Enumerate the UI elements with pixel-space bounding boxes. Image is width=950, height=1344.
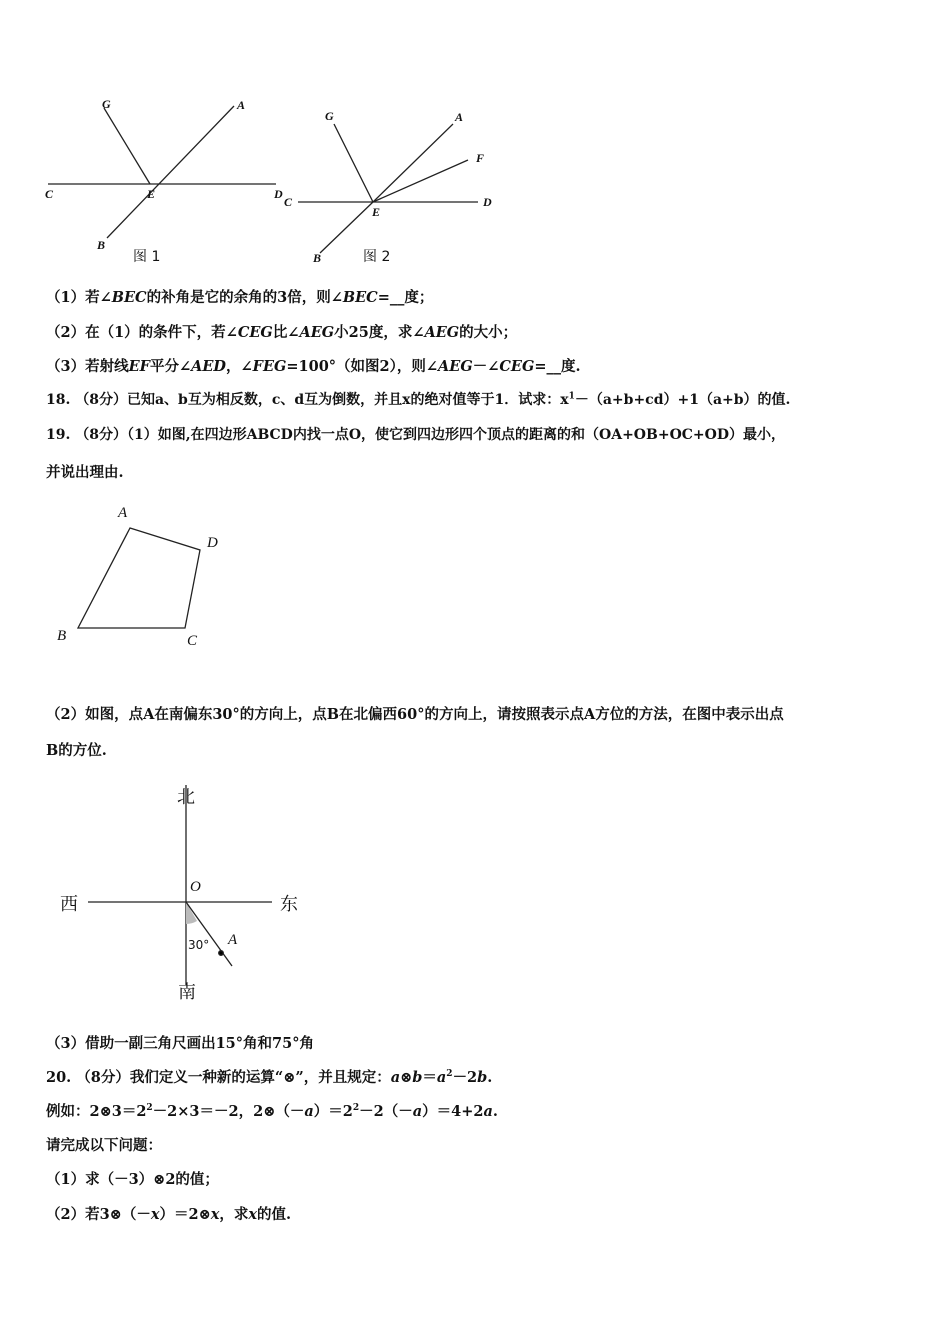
text: －2×3＝－2，2⊗（－: [152, 1103, 305, 1120]
text: CEG: [499, 358, 535, 375]
text: －∠: [472, 358, 500, 375]
fig2-label-e: E: [372, 205, 381, 219]
compass-north: 北: [177, 787, 195, 808]
question-19-part3: （3）借助一副三角尺画出15°角和75°角: [46, 1035, 314, 1052]
text: a: [304, 1103, 314, 1120]
fig2-label-d: D: [483, 195, 492, 209]
text: .: [487, 1069, 493, 1086]
text: 1: [568, 391, 575, 402]
text: x: [150, 1206, 160, 1223]
text: （2）若3⊗（－: [46, 1206, 151, 1223]
angle-label: 30°: [188, 938, 210, 952]
text: 平分∠: [149, 358, 192, 375]
question-19-line2: 并说出理由.: [46, 464, 124, 481]
fig2-label-g: G: [325, 109, 334, 123]
text: AEG: [438, 358, 473, 375]
text: ＝: [422, 1069, 437, 1086]
q17-part3: [46, 355, 581, 376]
text: =__度；: [377, 289, 434, 306]
text: 的值.: [257, 1206, 292, 1223]
text: （3）若射线: [46, 358, 129, 375]
fig2-label-b: B: [313, 251, 322, 265]
text: FEG: [252, 358, 287, 375]
figure-2: [298, 124, 478, 253]
fig1-label-e: E: [147, 187, 156, 201]
text: CEG: [237, 324, 273, 341]
text: 的补角是它的余角的3倍，则∠: [146, 289, 343, 306]
q17-part1: [46, 286, 433, 307]
compass-east: 东: [280, 894, 298, 915]
text: =100°（如图2），则∠: [286, 358, 439, 375]
text: =__度.: [534, 358, 581, 375]
text: 18. （8分）已知a、b互为相反数，c、d互为倒数，并且x的绝对值等于1．试求：x: [46, 392, 569, 408]
text: ）＝4+2: [422, 1103, 484, 1120]
text: 小25度，求∠: [334, 324, 425, 341]
text: BEC: [111, 289, 147, 306]
text: AED: [191, 358, 226, 375]
text: ，求: [219, 1206, 249, 1223]
text: .: [492, 1103, 498, 1120]
text: －（a+b+cd）+1（a+b）的值.: [574, 392, 791, 408]
text: 比∠: [272, 324, 300, 341]
fig1-label-g: G: [102, 97, 111, 111]
text: 2: [446, 1069, 453, 1080]
fig2-caption: 图 2: [363, 249, 391, 265]
question-20-part1: （1）求（－3）⊗2的值；: [46, 1171, 219, 1188]
compass-figure: [88, 785, 272, 985]
question-20-example: [46, 1100, 498, 1121]
fig1-label-b: B: [97, 238, 106, 252]
text: AEG: [299, 324, 335, 341]
text: ）＝2⊗: [159, 1206, 211, 1223]
quad-label-a: A: [118, 505, 128, 521]
text: （2）在（1）的条件下，若∠: [46, 324, 238, 341]
fig1-label-a: A: [237, 98, 246, 112]
compass-point-a: A: [228, 932, 238, 948]
text: a: [483, 1103, 493, 1120]
compass-origin: O: [190, 879, 201, 895]
text: a⊗b: [390, 1069, 423, 1086]
quadrilateral-abcd: [78, 528, 200, 628]
text: a: [412, 1103, 423, 1120]
text: x: [210, 1206, 220, 1223]
fig1-label-c: C: [45, 187, 54, 201]
question-20-prompt: 请完成以下问题：: [46, 1137, 162, 1154]
question-19-line1: 19. （8分）（1）如图,在四边形ABCD内找一点O，使它到四边形四个顶点的距离的和（OA+OB+OC+OD）最小，: [46, 427, 785, 443]
text: ，∠: [226, 358, 253, 375]
text: a: [436, 1069, 447, 1086]
question-20-line1: [46, 1066, 492, 1087]
text: －2: [452, 1069, 478, 1086]
fig2-label-a: A: [455, 110, 464, 124]
question-19-part2-line2: B的方位.: [46, 742, 107, 759]
text: （1）若∠: [46, 289, 112, 306]
text: 20. （8分）我们定义一种新的运算“⊗”，并且规定：: [46, 1069, 391, 1086]
compass-west: 西: [60, 894, 78, 915]
figure-1: [48, 106, 276, 238]
q17-part2: [46, 321, 517, 342]
quad-label-b: B: [57, 628, 67, 644]
fig1-caption: 图 1: [133, 249, 161, 265]
fig1-label-d: D: [274, 187, 283, 201]
text: EF: [128, 358, 150, 375]
text: 2: [146, 1103, 153, 1114]
text: 的大小；: [459, 324, 518, 341]
fig2-label-f: F: [476, 151, 485, 165]
text: BEC: [342, 289, 378, 306]
fig2-label-c: C: [284, 195, 293, 209]
text: 例如：2⊗3＝2: [46, 1103, 147, 1120]
question-18: [46, 389, 790, 409]
question-19-part2-line1: （2）如图，点A在南偏东30°的方向上，点B在北偏西60°的方向上，请按照表示点A方位的方法，在图中表示出点: [46, 706, 784, 723]
quad-label-d: D: [207, 535, 218, 551]
text: b: [477, 1069, 488, 1086]
quad-label-c: C: [187, 633, 198, 649]
text: x: [248, 1206, 258, 1223]
question-20-part2: [46, 1203, 291, 1224]
text: －2（－: [359, 1103, 413, 1120]
text: AEG: [424, 324, 460, 341]
text: 2: [352, 1103, 360, 1114]
text: ）＝2: [313, 1103, 353, 1120]
compass-south: 南: [178, 982, 196, 1003]
